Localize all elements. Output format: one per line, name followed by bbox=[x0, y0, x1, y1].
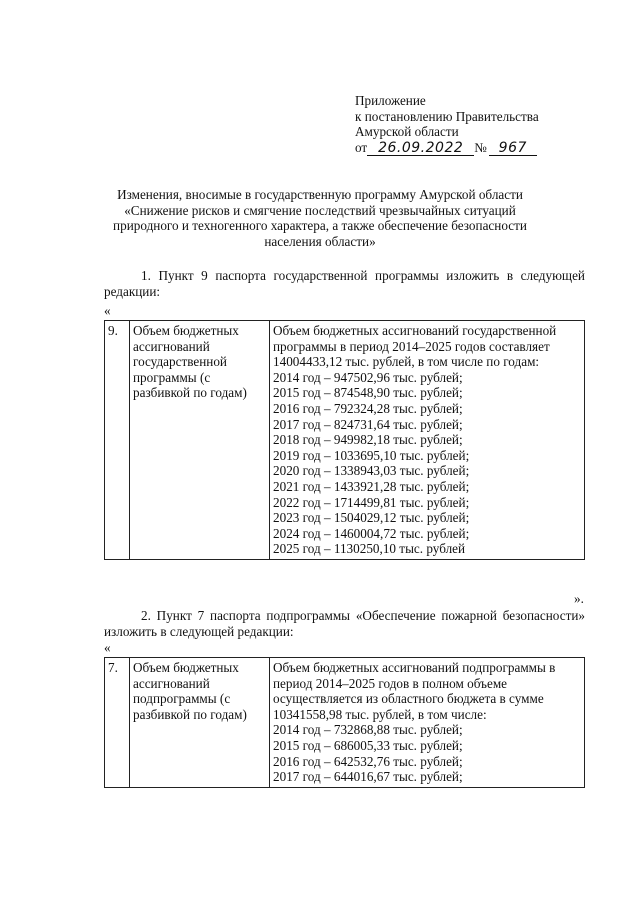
table-row bbox=[105, 658, 585, 788]
appendix-resolution: к постановлению Правительства bbox=[355, 108, 539, 124]
title-line-2: «Снижение рисков и смягчение последствий чрезвычайных ситуаций bbox=[124, 202, 516, 218]
section-2-open-quote: « bbox=[104, 640, 111, 655]
subprogram-passport-table bbox=[104, 657, 585, 788]
funding-intro: Объем бюджетных ассигнований подпрограммы в период 2014–2025 годов в полном объеме осуществляется из областного бюджета в сумме 10341558,98 тыс. рублей, в том числе: bbox=[273, 660, 556, 722]
appendix-date-line bbox=[355, 140, 615, 156]
year-line: 2019 год – 1033695,10 тыс. рублей; bbox=[273, 447, 470, 463]
document-title bbox=[100, 187, 540, 249]
section-2-text: 2. Пункт 7 паспорта подпрограммы «Обеспечение пожарной безопасности» изложить в следующей редакции: bbox=[104, 608, 585, 639]
handwritten-number: 967 bbox=[489, 141, 537, 156]
title-line-4: населения области» bbox=[264, 233, 376, 249]
appendix-header bbox=[355, 93, 615, 156]
year-line: 2018 год – 949982,18 тыс. рублей; bbox=[273, 432, 463, 448]
year-line: 2025 год – 1130250,10 тыс. рублей bbox=[273, 541, 466, 557]
year-line: 2023 год – 1504029,12 тыс. рублей; bbox=[273, 510, 470, 526]
funding-intro: Объем бюджетных ассигнований государственной программы в период 2014–2025 годов составляет 14004433,12 тыс. рублей, в том числе по годам: bbox=[273, 323, 557, 370]
date-prefix: от bbox=[355, 139, 368, 155]
year-line: 2017 год – 824731,64 тыс. рублей; bbox=[273, 416, 463, 432]
row-name: Объем бюджетных ассигнований государственной программы (с разбивкой по годам) bbox=[130, 321, 270, 560]
year-line: 2015 год – 874548,90 тыс. рублей; bbox=[273, 385, 463, 401]
row-content bbox=[270, 658, 585, 788]
year-line: 2024 год – 1460004,72 тыс. рублей; bbox=[273, 525, 470, 541]
year-line: 2014 год – 947502,96 тыс. рублей; bbox=[273, 369, 463, 385]
year-line: 2016 год – 642532,76 тыс. рублей; bbox=[273, 753, 463, 769]
table-row bbox=[105, 321, 585, 560]
year-line: 2020 год – 1338943,03 тыс. рублей; bbox=[273, 463, 470, 479]
section-1-text: 1. Пункт 9 паспорта государственной программы изложить в следующей редакции: bbox=[104, 268, 585, 299]
program-passport-table bbox=[104, 320, 585, 560]
appendix-region: Амурской области bbox=[355, 124, 459, 140]
title-line-3: природного и техногенного характера, а также обеспечение безопасности bbox=[113, 218, 527, 234]
section-1-open-quote: « bbox=[104, 303, 111, 318]
handwritten-date: 26.09.2022 bbox=[367, 141, 474, 156]
year-line: 2014 год – 732868,88 тыс. рублей; bbox=[273, 722, 463, 738]
number-label: № bbox=[474, 139, 487, 155]
year-line: 2016 год – 792324,28 тыс. рублей; bbox=[273, 400, 463, 416]
row-content bbox=[270, 321, 585, 560]
row-number: 7. bbox=[105, 658, 130, 788]
year-line: 2021 год – 1433921,28 тыс. рублей; bbox=[273, 478, 470, 494]
title-line-1: Изменения, вносимые в государственную программу Амурской области bbox=[117, 187, 523, 202]
row-name: Объем бюджетных ассигнований подпрограммы (с разбивкой по годам) bbox=[130, 658, 270, 788]
appendix-label: Приложение bbox=[355, 93, 426, 108]
row-number: 9. bbox=[105, 321, 130, 560]
year-line: 2015 год – 686005,33 тыс. рублей; bbox=[273, 737, 463, 753]
year-line: 2022 год – 1714499,81 тыс. рублей; bbox=[273, 494, 470, 510]
year-line: 2017 год – 644016,67 тыс. рублей; bbox=[273, 769, 463, 785]
section-1-close-quote: ». bbox=[574, 591, 584, 606]
